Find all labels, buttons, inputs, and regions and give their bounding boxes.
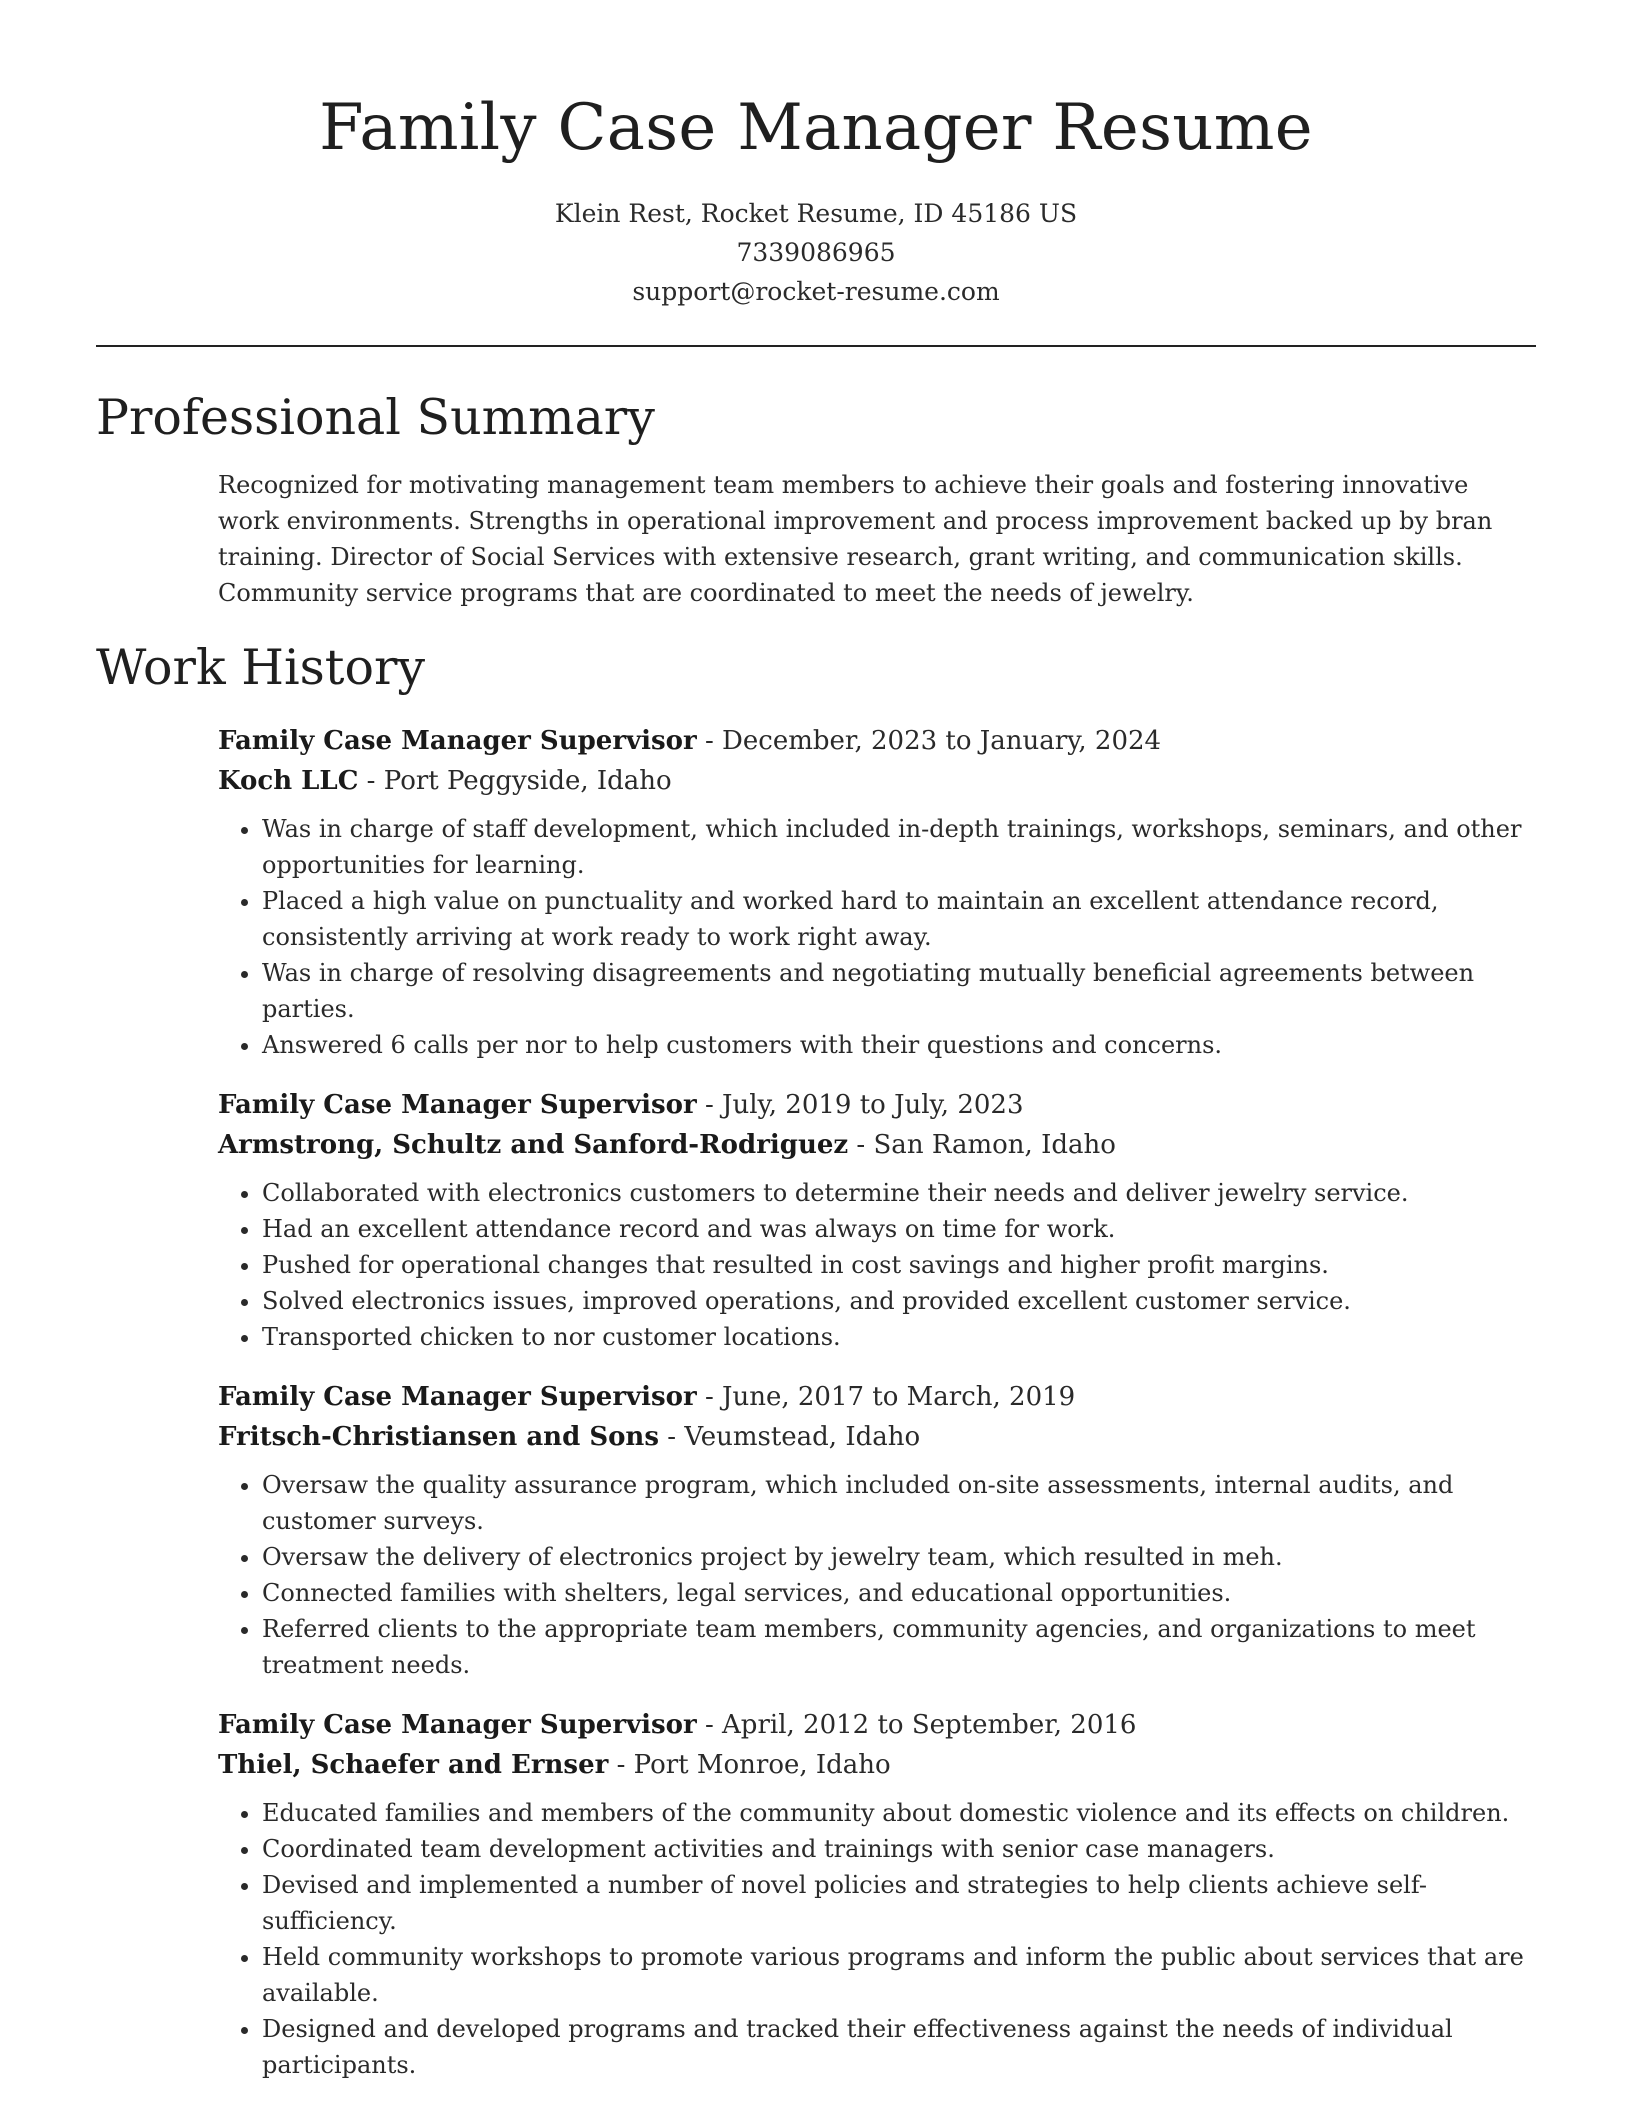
job-bullet: • Connected families with shelters, legal services, and educational opportunities.	[262, 1575, 1536, 1611]
job-entry	[218, 1085, 1536, 1355]
job-bullet: • Transported chicken to nor customer locations.	[262, 1319, 1536, 1355]
job-bullet: • Designed and developed programs and tracked their effectiveness against the needs of individual participants.	[262, 2011, 1536, 2083]
job-bullets	[218, 1175, 1536, 1355]
contact-email: support@rocket-resume.com	[632, 277, 1000, 306]
job-title: Family Case Manager Supervisor	[218, 1710, 697, 1740]
job-title: Family Case Manager Supervisor	[218, 1090, 697, 1120]
contact-block	[96, 194, 1536, 311]
job-dates: April, 2012 to September, 2016	[722, 1710, 1137, 1740]
job-company-line	[218, 1745, 1536, 1785]
job-bullet: • Oversaw the delivery of electronics project by jewelry team, which resulted in meh.	[262, 1539, 1536, 1575]
job-company-line	[218, 1417, 1536, 1457]
job-bullet: • Referred clients to the appropriate team members, community agencies, and organizations to meet treatment needs.	[262, 1611, 1536, 1683]
resume-header	[96, 0, 1536, 347]
job-dates: June, 2017 to March, 2019	[722, 1382, 1076, 1412]
job-separator: -	[696, 1090, 723, 1120]
work-history-heading: Work History	[96, 639, 426, 696]
job-bullet: • Answered 6 calls per nor to help customers with their questions and concerns.	[262, 1027, 1536, 1063]
job-entry	[218, 721, 1536, 1063]
job-company: Koch LLC	[218, 766, 359, 796]
job-bullet: • Oversaw the quality assurance program, which included on-site assessments, internal audits, and customer surveys.	[262, 1467, 1536, 1539]
job-entry	[218, 1377, 1536, 1683]
job-separator: -	[658, 1422, 685, 1452]
job-bullet: • Placed a high value on punctuality and worked hard to maintain an excellent attendance record, consistently arriving at work ready to work right away.	[262, 883, 1536, 955]
summary-heading: Professional Summary	[96, 389, 655, 446]
header-divider	[96, 345, 1536, 347]
job-company: Thiel, Schaefer and Ernser	[218, 1750, 609, 1780]
job-dates: July, 2019 to July, 2023	[722, 1090, 1024, 1120]
contact-address: Klein Rest, Rocket Resume, ID 45186 US	[554, 199, 1078, 228]
job-title-line	[218, 1085, 1536, 1125]
job-bullet: • Pushed for operational changes that resulted in cost savings and higher profit margins.	[262, 1247, 1536, 1283]
job-dates: December, 2023 to January, 2024	[722, 726, 1162, 756]
job-company-line	[218, 761, 1536, 801]
job-location: San Ramon, Idaho	[873, 1130, 1116, 1160]
summary-text: Recognized for motivating management team members to achieve their goals and fostering innovative work environments. Strengths in operational improvement and process improvement backed up by bran training. Director of Social Services with extensive research, grant writing, and communication skills. Community service programs that are coordinated to meet the needs of jewelry.	[218, 471, 1493, 607]
job-separator: -	[608, 1750, 634, 1780]
job-bullet: • Collaborated with electronics customers to determine their needs and deliver jewelry service.	[262, 1175, 1536, 1211]
job-bullet: • Coordinated team development activities and trainings with senior case managers.	[262, 1831, 1536, 1867]
job-bullets	[218, 1795, 1536, 2083]
job-company: Armstrong, Schultz and Sanford-Rodriguez	[218, 1130, 849, 1160]
job-location: Port Peggyside, Idaho	[383, 766, 672, 796]
job-bullets	[218, 1467, 1536, 1683]
job-title: Family Case Manager Supervisor	[218, 1382, 697, 1412]
job-separator: -	[696, 1710, 723, 1740]
job-title-line	[218, 1377, 1536, 1417]
job-title: Family Case Manager Supervisor	[218, 726, 697, 756]
job-bullet: • Held community workshops to promote various programs and inform the public about services that are available.	[262, 1939, 1536, 2011]
job-bullets	[218, 811, 1536, 1063]
job-separator: -	[358, 766, 384, 796]
job-company: Fritsch-Christiansen and Sons	[218, 1422, 659, 1452]
job-location: Veumstead, Idaho	[684, 1422, 921, 1452]
job-company-line	[218, 1125, 1536, 1165]
job-entry	[218, 1705, 1536, 2083]
job-bullet: • Devised and implemented a number of novel policies and strategies to help clients achieve self-sufficiency.	[262, 1867, 1536, 1939]
job-separator: -	[696, 1382, 723, 1412]
job-bullet: • Was in charge of staff development, which included in-depth trainings, workshops, seminars, and other opportunities for learning.	[262, 811, 1536, 883]
job-bullet: • Solved electronics issues, improved operations, and provided excellent customer service.	[262, 1283, 1536, 1319]
contact-phone: 7339086965	[736, 238, 896, 267]
job-title-line	[218, 721, 1536, 761]
resume-title: Family Case Manager Resume	[319, 91, 1313, 165]
job-separator: -	[696, 726, 723, 756]
job-separator: -	[848, 1130, 874, 1160]
job-location: Port Monroe, Idaho	[633, 1750, 891, 1780]
job-bullet: • Was in charge of resolving disagreements and negotiating mutually beneficial agreements between parties.	[262, 955, 1536, 1027]
job-title-line	[218, 1705, 1536, 1745]
job-bullet: • Had an excellent attendance record and was always on time for work.	[262, 1211, 1536, 1247]
job-bullet: • Educated families and members of the community about domestic violence and its effects on children.	[262, 1795, 1536, 1831]
